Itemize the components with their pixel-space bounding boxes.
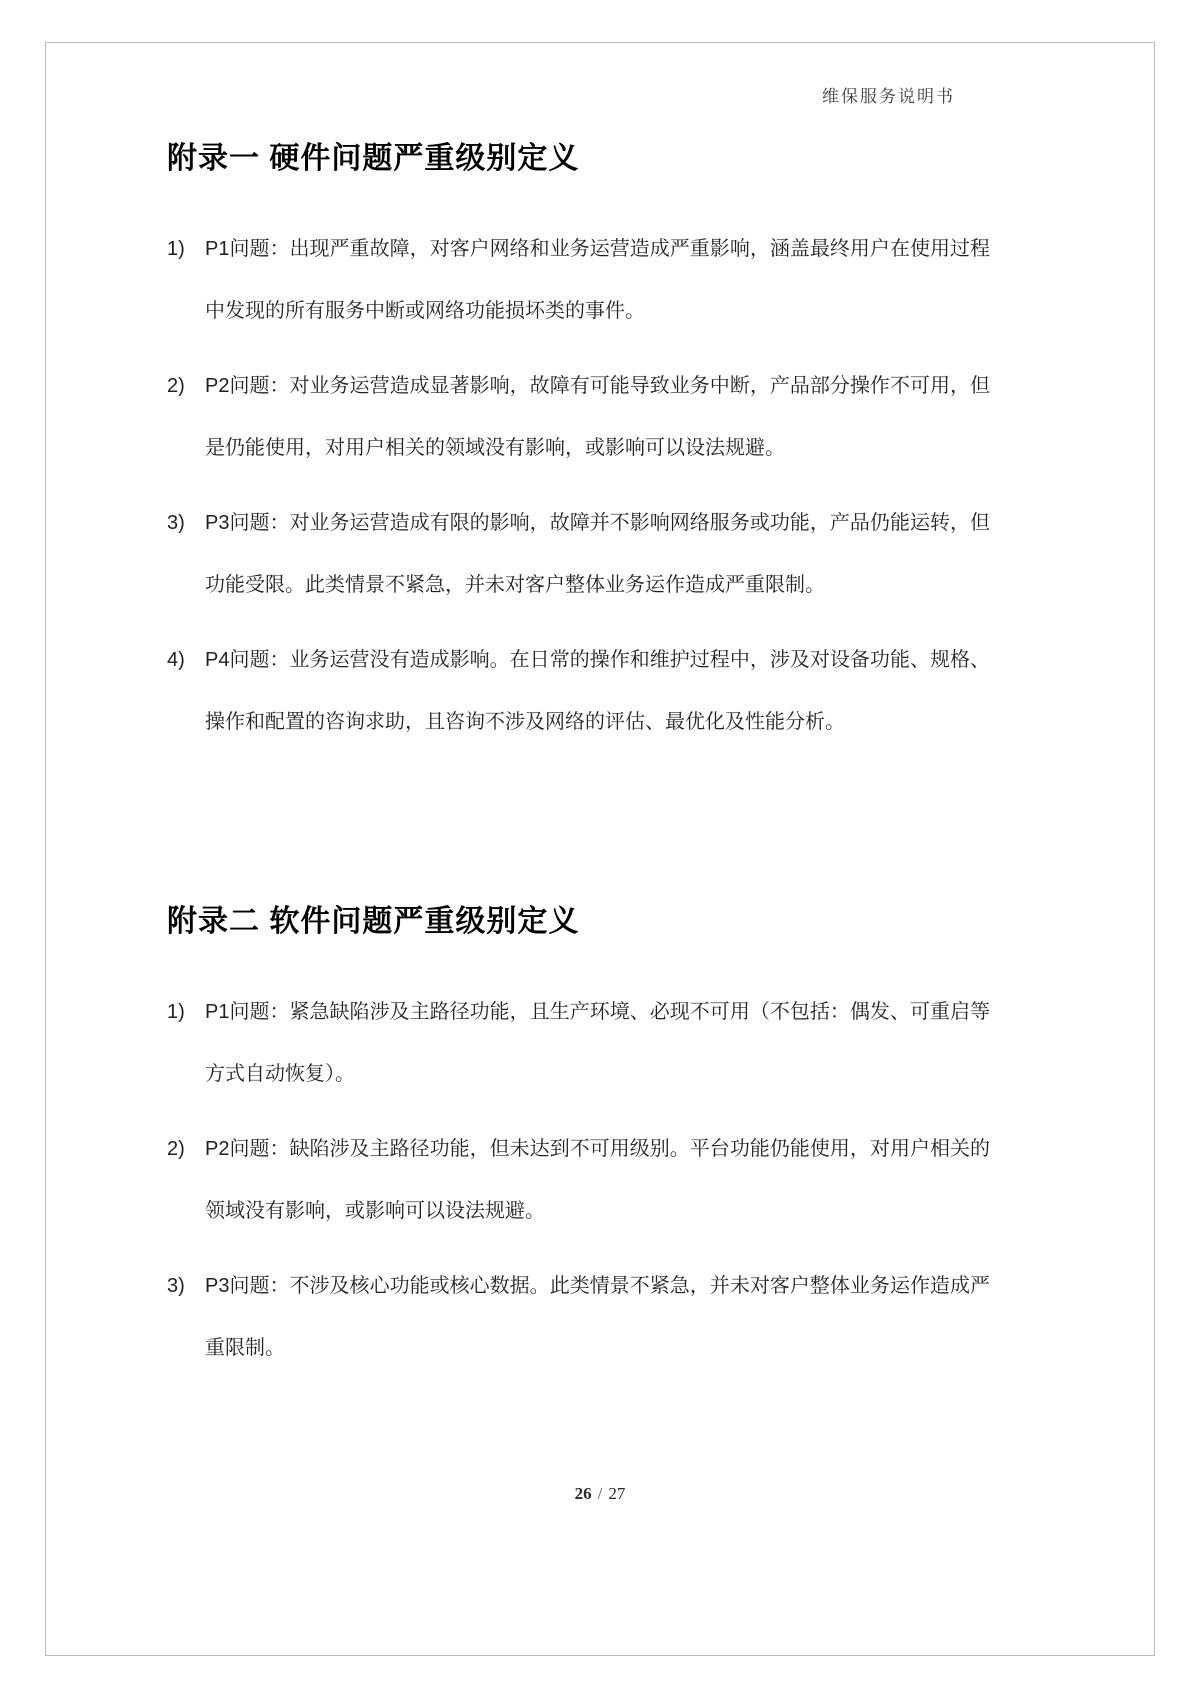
list-item-text: P4问题：业务运营没有造成影响。在日常的操作和维护过程中，涉及对设备功能、规格、操作和配置的咨询求助，且咨询不涉及网络的评估、最优化及性能分析。 [205, 649, 990, 733]
section-heading-appendix-2: 附录二 软件问题严重级别定义 [167, 905, 580, 938]
list-item-number: 2) [167, 375, 185, 397]
list-item-text: P1问题：紧急缺陷涉及主路径功能，且生产环境、必现不可用（不包括：偶发、可重启等方式自动恢复）。 [205, 1001, 990, 1085]
list-item-number: 1) [167, 238, 185, 260]
list-item [167, 218, 990, 342]
list-item [167, 492, 990, 616]
document-header-title: 维保服务说明书 [822, 87, 955, 106]
section-appendix-2 [167, 903, 990, 1379]
list-item [167, 981, 990, 1105]
section-appendix-1 [167, 140, 990, 753]
list-item-number: 3) [167, 512, 185, 534]
list-item-number: 4) [167, 649, 185, 671]
list-item-text: P2问题：缺陷涉及主路径功能，但未达到不可用级别。平台功能仍能使用，对用户相关的领域没有影响，或影响可以设法规避。 [205, 1138, 990, 1222]
list-item-number: 3) [167, 1275, 185, 1297]
page-number-footer [0, 1484, 1200, 1504]
page-number-current: 26 [574, 1484, 592, 1503]
list-item-number: 1) [167, 1001, 185, 1023]
list-item-number: 2) [167, 1138, 185, 1160]
page-number-total: 27 [608, 1484, 626, 1503]
page-number-separator: / [597, 1484, 603, 1503]
list-item [167, 1255, 990, 1379]
appendix-1-list [167, 218, 990, 753]
list-item-text: P3问题：不涉及核心功能或核心数据。此类情景不紧急，并未对客户整体业务运作造成严重限制。 [205, 1275, 990, 1359]
list-item [167, 629, 990, 753]
page-content [167, 140, 990, 1392]
list-item [167, 1118, 990, 1242]
list-item-text: P1问题：出现严重故障，对客户网络和业务运营造成严重影响，涵盖最终用户在使用过程中发现的所有服务中断或网络功能损坏类的事件。 [205, 238, 990, 322]
list-item-text: P2问题：对业务运营造成显著影响，故障有可能导致业务中断，产品部分操作不可用，但是仍能使用，对用户相关的领域没有影响，或影响可以设法规避。 [205, 375, 990, 459]
section-heading-appendix-1: 附录一 硬件问题严重级别定义 [167, 142, 580, 175]
list-item [167, 355, 990, 479]
list-item-text: P3问题：对业务运营造成有限的影响，故障并不影响网络服务或功能，产品仍能运转，但功能受限。此类情景不紧急，并未对客户整体业务运作造成严重限制。 [205, 512, 990, 596]
appendix-2-list [167, 981, 990, 1379]
